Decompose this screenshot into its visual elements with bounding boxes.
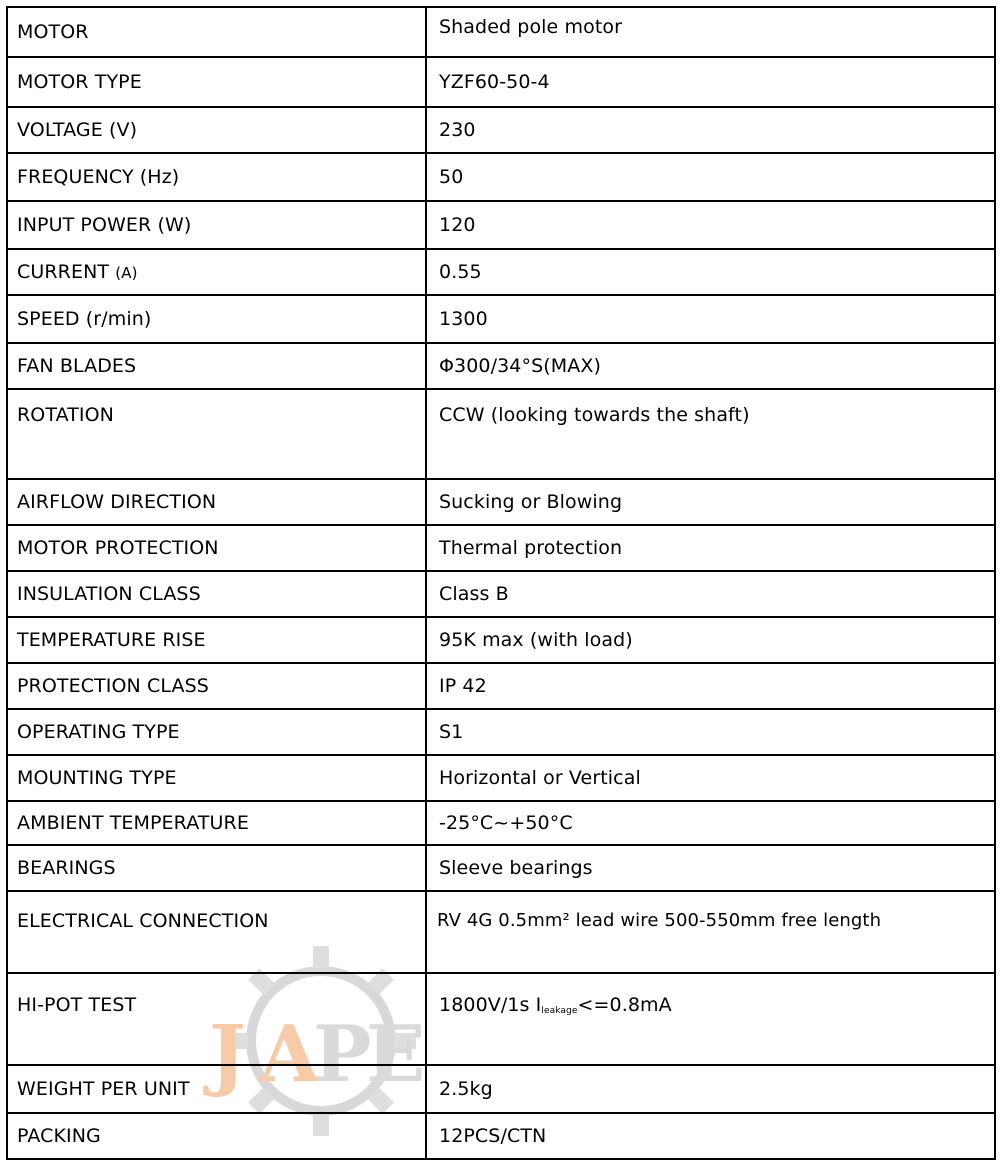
row-label: INPUT POWER (W)	[7, 201, 426, 249]
row-label: PROTECTION CLASS	[7, 663, 426, 709]
row-label-unit: (Hz)	[139, 166, 180, 188]
row-value: 50	[426, 153, 995, 201]
row-value: Horizontal or Vertical	[426, 755, 995, 801]
row-value: IP 42	[426, 663, 995, 709]
row-label: INSULATION CLASS	[7, 571, 426, 617]
row-label: MOTOR PROTECTION	[7, 525, 426, 571]
svg-text:A: A	[259, 1009, 320, 1100]
table-row	[7, 343, 995, 389]
table-row	[7, 755, 995, 801]
row-value: 230	[426, 107, 995, 153]
row-value: -25°C~+50°C	[426, 801, 995, 845]
table-row	[7, 295, 995, 343]
row-value: Class B	[426, 571, 995, 617]
svg-text:J: J	[209, 1009, 246, 1100]
row-label-text: FREQUENCY	[17, 166, 134, 188]
row-label	[7, 153, 426, 201]
table-row	[7, 973, 995, 1065]
row-value: 0.55	[426, 249, 995, 295]
row-label: SPEED (r/min)	[7, 295, 426, 343]
row-value: Φ300/34°S(MAX)	[426, 343, 995, 389]
table-row	[7, 663, 995, 709]
row-value: S1	[426, 709, 995, 755]
spec-table	[6, 6, 996, 1160]
svg-text:E: E	[366, 1009, 426, 1100]
row-label-unit: (V)	[108, 119, 138, 141]
row-label: ELECTRICAL CONNECTION	[7, 891, 426, 973]
row-label: TEMPERATURE RISE	[7, 617, 426, 663]
table-row	[7, 1065, 995, 1113]
row-value: YZF60-50-4	[426, 57, 995, 107]
row-label: OPERATING TYPE	[7, 709, 426, 755]
table-row	[7, 709, 995, 755]
row-value: Shaded pole motor	[426, 7, 995, 57]
row-value: RV 4G 0.5mm² lead wire 500-550mm free length	[426, 891, 995, 973]
row-label: FAN BLADES	[7, 343, 426, 389]
row-label: PACKING	[7, 1113, 426, 1159]
row-label: WEIGHT PER UNIT	[7, 1065, 426, 1113]
table-row	[7, 153, 995, 201]
row-value: Sucking or Blowing	[426, 479, 995, 525]
row-label: MOUNTING TYPE	[7, 755, 426, 801]
table-row	[7, 107, 995, 153]
row-value	[426, 973, 995, 1065]
hipot-value-main: 1800V/1s I	[439, 994, 542, 1016]
row-label-unit: (A)	[115, 264, 138, 282]
row-label: AIRFLOW DIRECTION	[7, 479, 426, 525]
row-value: 2.5kg	[426, 1065, 995, 1113]
table-row	[7, 617, 995, 663]
row-value: 95K max (with load)	[426, 617, 995, 663]
table-row	[7, 7, 995, 57]
row-label	[7, 249, 426, 295]
row-value: Sleeve bearings	[426, 845, 995, 891]
hipot-value-subscript: leakage	[541, 1006, 578, 1016]
svg-text:P: P	[313, 1009, 372, 1100]
row-label-text: VOLTAGE	[17, 119, 103, 141]
table-row	[7, 845, 995, 891]
row-label: AMBIENT TEMPERATURE	[7, 801, 426, 845]
table-row	[7, 525, 995, 571]
hipot-value-limit: <=0.8mA	[577, 994, 672, 1016]
row-label: MOTOR TYPE	[7, 57, 426, 107]
table-row	[7, 479, 995, 525]
row-label	[7, 107, 426, 153]
table-row	[7, 1113, 995, 1159]
row-label: HI-POT TEST	[7, 973, 426, 1065]
row-value: CCW (looking towards the shaft)	[426, 389, 995, 479]
row-label: MOTOR	[7, 7, 426, 57]
row-value: 12PCS/CTN	[426, 1113, 995, 1159]
row-value: 120	[426, 201, 995, 249]
table-row	[7, 891, 995, 973]
table-row	[7, 571, 995, 617]
row-value: Thermal protection	[426, 525, 995, 571]
table-row	[7, 249, 995, 295]
table-row	[7, 201, 995, 249]
row-value: 1300	[426, 295, 995, 343]
row-label: ROTATION	[7, 389, 426, 479]
spec-sheet	[6, 6, 994, 1148]
table-row	[7, 801, 995, 845]
table-row	[7, 389, 995, 479]
table-row	[7, 57, 995, 107]
row-label-text: CURRENT	[17, 261, 110, 283]
row-label: BEARINGS	[7, 845, 426, 891]
